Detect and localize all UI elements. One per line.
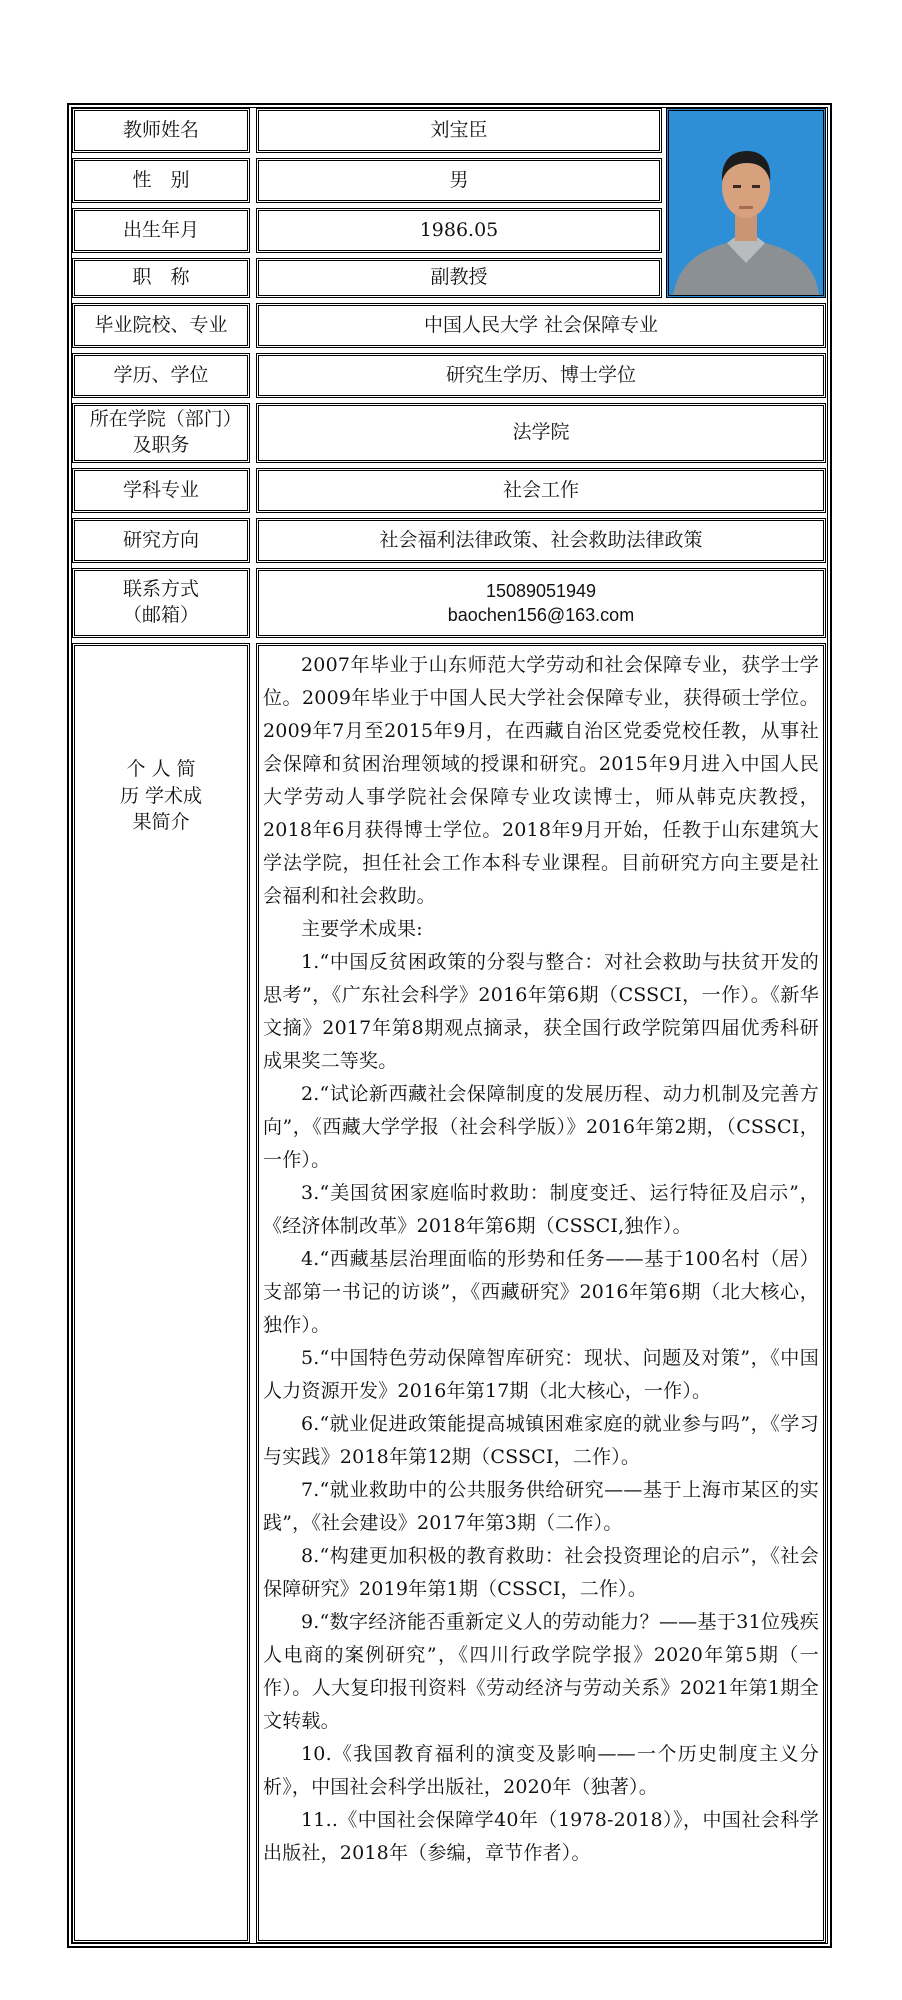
label-college: 所在学院（部门）及职务 bbox=[72, 403, 250, 463]
value-school-major: 中国人民大学 社会保障专业 bbox=[256, 303, 826, 348]
value-birth: 1986.05 bbox=[256, 208, 662, 253]
achievement-item: 6.“就业促进政策能提高城镇困难家庭的就业参与吗”，《学习与实践》2018年第12期（CSSCI，二作）。 bbox=[263, 1413, 819, 1468]
value-research: 社会福利法律政策、社会救助法律政策 bbox=[256, 518, 826, 563]
label-degree: 学历、学位 bbox=[72, 353, 250, 398]
email-address: baochen156@163.com bbox=[447, 605, 635, 625]
label-school-major: 毕业院校、专业 bbox=[72, 303, 250, 348]
value-discipline: 社会工作 bbox=[256, 468, 826, 513]
value-gender: 男 bbox=[256, 158, 662, 203]
value-title: 副教授 bbox=[256, 258, 662, 298]
value-name: 刘宝臣 bbox=[256, 108, 662, 153]
achievement-item: 2.“试论新西藏社会保障制度的发展历程、动力机制及完善方向”，《西藏大学学报（社会科学版）》2016年第2期，（CSSCI，一作）。 bbox=[263, 1083, 819, 1171]
label-title: 职 称 bbox=[72, 258, 250, 298]
phone-number: 15089051949 bbox=[485, 580, 597, 601]
achievement-item: 11..《中国社会保障学40年（1978-2018）》，中国社会科学出版社，2018年（参编，章节作者）。 bbox=[263, 1809, 819, 1864]
value-college: 法学院 bbox=[256, 403, 826, 463]
portrait-image bbox=[669, 111, 823, 295]
label-discipline: 学科专业 bbox=[72, 468, 250, 513]
label-birth: 出生年月 bbox=[72, 208, 250, 253]
achievement-item: 1.“中国反贫困政策的分裂与整合：对社会救助与扶贫开发的思考”，《广东社会科学》2016年第6期（CSSCI，一作）。《新华文摘》2017年第8期观点摘录，获全国行政学院第四届优秀科研成果奖二等奖。 bbox=[263, 951, 819, 1072]
label-research: 研究方向 bbox=[72, 518, 250, 563]
achievement-item: 4.“西藏基层治理面临的形势和任务——基于100名村（居）支部第一书记的访谈”，《西藏研究》2016年第6期（北大核心，独作）。 bbox=[263, 1248, 819, 1336]
bio-content bbox=[256, 643, 826, 1943]
teacher-photo bbox=[666, 108, 826, 298]
achievement-item: 10.《我国教育福利的演变及影响——一个历史制度主义分析》，中国社会科学出版社，2020年（独著）。 bbox=[263, 1743, 819, 1798]
label-bio bbox=[72, 643, 250, 1943]
achievement-item: 8.“构建更加积极的教育救助：社会投资理论的启示”，《社会保障研究》2019年第1期（CSSCI，二作）。 bbox=[263, 1545, 819, 1600]
achievement-item: 9.“数字经济能否重新定义人的劳动能力？——基于31位残疾人电商的案例研究”，《四川行政学院学报》2020年第5期（一作）。人大复印报刊资料《劳动经济与劳动关系》2021年第1期全文转载。 bbox=[263, 1611, 819, 1732]
achievement-item: 3.“美国贫困家庭临时救助：制度变迁、运行特征及启示”，《经济体制改革》2018年第6期（CSSCI,独作）。 bbox=[263, 1182, 819, 1237]
achievements-heading: 主要学术成果: bbox=[301, 918, 423, 940]
label-bio-text: 个 人 简 历 学术成果简介 bbox=[119, 758, 203, 834]
achievement-item: 7.“就业救助中的公共服务供给研究——基于上海市某区的实践”，《社会建设》2017年第3期（二作）。 bbox=[263, 1479, 819, 1534]
value-degree: 研究生学历、博士学位 bbox=[256, 353, 826, 398]
value-contact bbox=[256, 568, 826, 638]
label-gender: 性 别 bbox=[72, 158, 250, 203]
label-contact: 联系方式（邮箱） bbox=[72, 568, 250, 638]
achievement-item: 5.“中国特色劳动保障智库研究：现状、问题及对策”，《中国人力资源开发》2016年第17期（北大核心，一作）。 bbox=[263, 1347, 819, 1402]
bio-paragraph: 2007年毕业于山东师范大学劳动和社会保障专业，获学士学位。2009年毕业于中国人民大学社会保障专业，获得硕士学位。2009年7月至2015年9月，在西藏自治区党委党校任教，从事社会保障和贫困治理领域的授课和研究。2015年9月进入中国人民大学劳动人事学院社会保障专业攻读博士，师从韩克庆教授，2018年6月获得博士学位。2018年9月开始，任教于山东建筑大学法学院，担任社会工作本科专业课程。目前研究方向主要是社会福利和社会救助。 bbox=[263, 654, 819, 907]
label-name: 教师姓名 bbox=[72, 108, 250, 153]
